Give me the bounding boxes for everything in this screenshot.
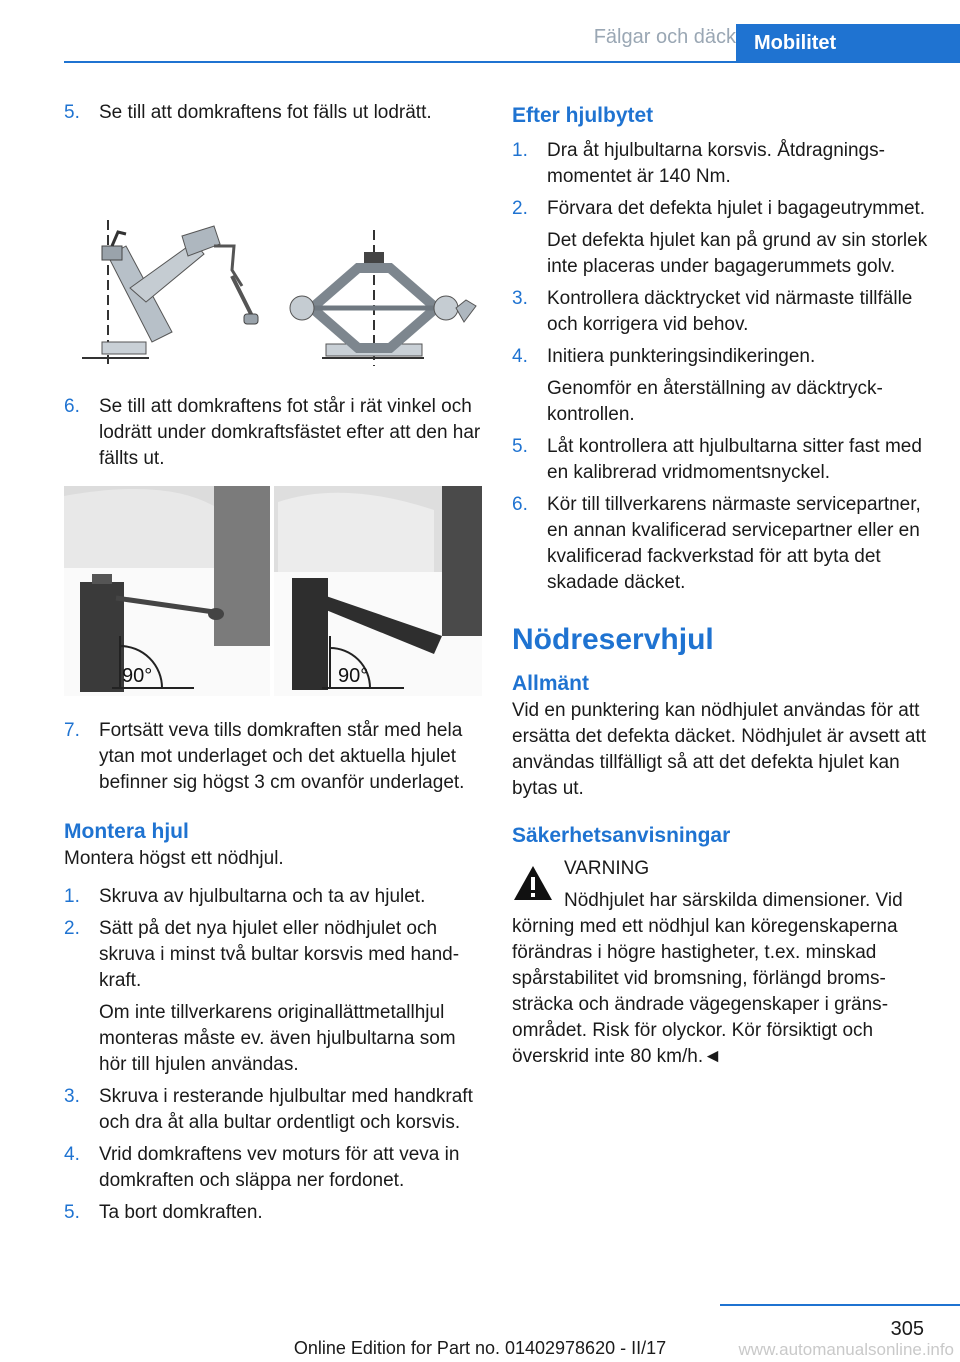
edition-text: Online Edition for Part no. 01402978620 - II/17 <box>293 1338 667 1358</box>
step-number: 5. <box>512 436 528 457</box>
watermark: www.automanualsonline.info <box>738 1340 954 1359</box>
jack-angle-figure <box>64 486 482 696</box>
step-number: 1. <box>512 140 528 161</box>
step-note: Genomför en återställning av däcktryckkontrollen. <box>547 378 883 425</box>
step-text: Skruva i resterande hjulbultar med handkraft och dra åt alla bultar ordentligt och korsvis. <box>99 1086 473 1133</box>
list-item <box>64 100 482 126</box>
section-heading-after: Efter hjulbytet <box>512 104 654 127</box>
warning-block <box>512 856 930 882</box>
step-number: 4. <box>512 346 528 367</box>
header <box>0 0 960 62</box>
list-item <box>64 916 482 994</box>
list-item <box>64 1200 482 1226</box>
warning-triangle-icon <box>512 864 554 910</box>
step-number: 6. <box>64 396 80 417</box>
section-heading-general: Allmänt <box>512 672 590 695</box>
angle-label: 90° <box>338 665 369 687</box>
list-item <box>512 344 930 370</box>
step-text: Ta bort domkraften. <box>99 1202 263 1223</box>
left-column <box>64 100 482 1226</box>
step-note: Om inte tillverkarens originallättmetallhjul monteras måste ev. även hjulbultarna som hör till hjulen användas. <box>99 1002 456 1075</box>
list-item <box>512 434 930 486</box>
jack-angle-illustration <box>64 486 482 696</box>
list-item <box>64 394 482 472</box>
step-text: Sätt på det nya hjulet eller nödhjulet och skruva i minst två bultar korsvis med handkraft. <box>99 918 460 991</box>
chapter-title-spare-wheel: Nödreservhjul <box>512 623 714 656</box>
list-item <box>512 492 930 596</box>
list-item <box>512 286 930 338</box>
header-rule <box>64 61 960 63</box>
page-number: 305 <box>890 1318 924 1340</box>
step-text: Initiera punkteringsindikeringen. <box>547 346 816 367</box>
step-text: Kontrollera däcktrycket vid närmaste tillfälle och korrigera vid behov. <box>547 288 913 335</box>
section-tab[interactable]: Fälgar och däck <box>593 26 736 48</box>
step-text: Se till att domkraftens fot står i rät vinkel och lodrätt under domkraftsfästet efter att den har fällts ut. <box>99 396 481 469</box>
list-item <box>512 138 930 190</box>
chapter-tab[interactable]: Mobilitet <box>736 24 960 62</box>
step-number: 4. <box>64 1144 80 1165</box>
list-item <box>64 718 482 796</box>
jack-foot-diagram <box>64 136 482 376</box>
section-heading-mount: Montera hjul <box>64 820 189 843</box>
step-note: Det defekta hjulet kan på grund av sin storlek inte placeras under bagagerummets golv. <box>547 230 928 277</box>
step-number: 3. <box>64 1086 80 1107</box>
step-number: 5. <box>64 102 80 123</box>
step-number: 2. <box>512 198 528 219</box>
list-item <box>64 1142 482 1194</box>
general-text: Vid en punktering kan nödhjulet användas för att ersätta det defekta däcket. Nödhjulet är avsett att användas tillfälligt så att det defekta hjulet kan bytas ut. <box>512 700 927 799</box>
step-number: 1. <box>64 886 80 907</box>
step-text: Dra åt hjulbultarna korsvis. Åtdragningsmomentet är 140 Nm. <box>547 140 885 187</box>
warning-label: VARNING <box>564 858 650 879</box>
step-text: Se till att domkraftens fot fälls ut lodrätt. <box>99 102 432 123</box>
right-column <box>512 100 930 1070</box>
jack-illustration <box>64 136 482 376</box>
step-text: Kör till tillverkarens närmaste servicepartner, en annan kvalificerad servicepartner eller en kvalificerad fackverkstad för att byta det skadade däcket. <box>547 494 921 593</box>
step-number: 2. <box>64 918 80 939</box>
list-item <box>64 884 482 910</box>
list-item <box>512 196 930 222</box>
warning-body: Nödhjulet har särskilda dimensioner. Vid körning med ett nödhjul kan köregenskaperna förändras i högre hastigheter, t.ex. minskad spårstabilitet vid bromsning, förlängd bromssträcka och ändrade vägegenskaper i gränsområdet. Risk för olyckor. Kör försiktigt och överskrid inte 80 km/h.◄ <box>512 890 903 1067</box>
angle-label: 90° <box>122 665 153 687</box>
step-text: Låt kontrollera att hjulbultarna sitter fast med en kalibrerad vridmomentsnyckel. <box>547 436 922 483</box>
step-number: 3. <box>512 288 528 309</box>
warning-text <box>512 888 930 1070</box>
section-heading-safety: Säkerhetsanvisningar <box>512 824 731 847</box>
list-item <box>64 1084 482 1136</box>
step-text: Förvara det defekta hjulet i bagageutrymmet. <box>547 198 926 219</box>
mount-intro: Montera högst ett nödhjul. <box>64 848 284 869</box>
step-number: 6. <box>512 494 528 515</box>
step-number: 5. <box>64 1202 80 1223</box>
step-text: Fortsätt veva tills domkraften står med hela ytan mot underlaget och det aktuella hjulet befinner sig högst 3 cm ovanför underlaget. <box>99 720 465 793</box>
step-text: Vrid domkraftens vev moturs för att veva in domkraften och släppa ner fordonet. <box>99 1144 460 1191</box>
step-number: 7. <box>64 720 80 741</box>
step-text: Skruva av hjulbultarna och ta av hjulet. <box>99 886 426 907</box>
footer-rule <box>720 1304 960 1306</box>
